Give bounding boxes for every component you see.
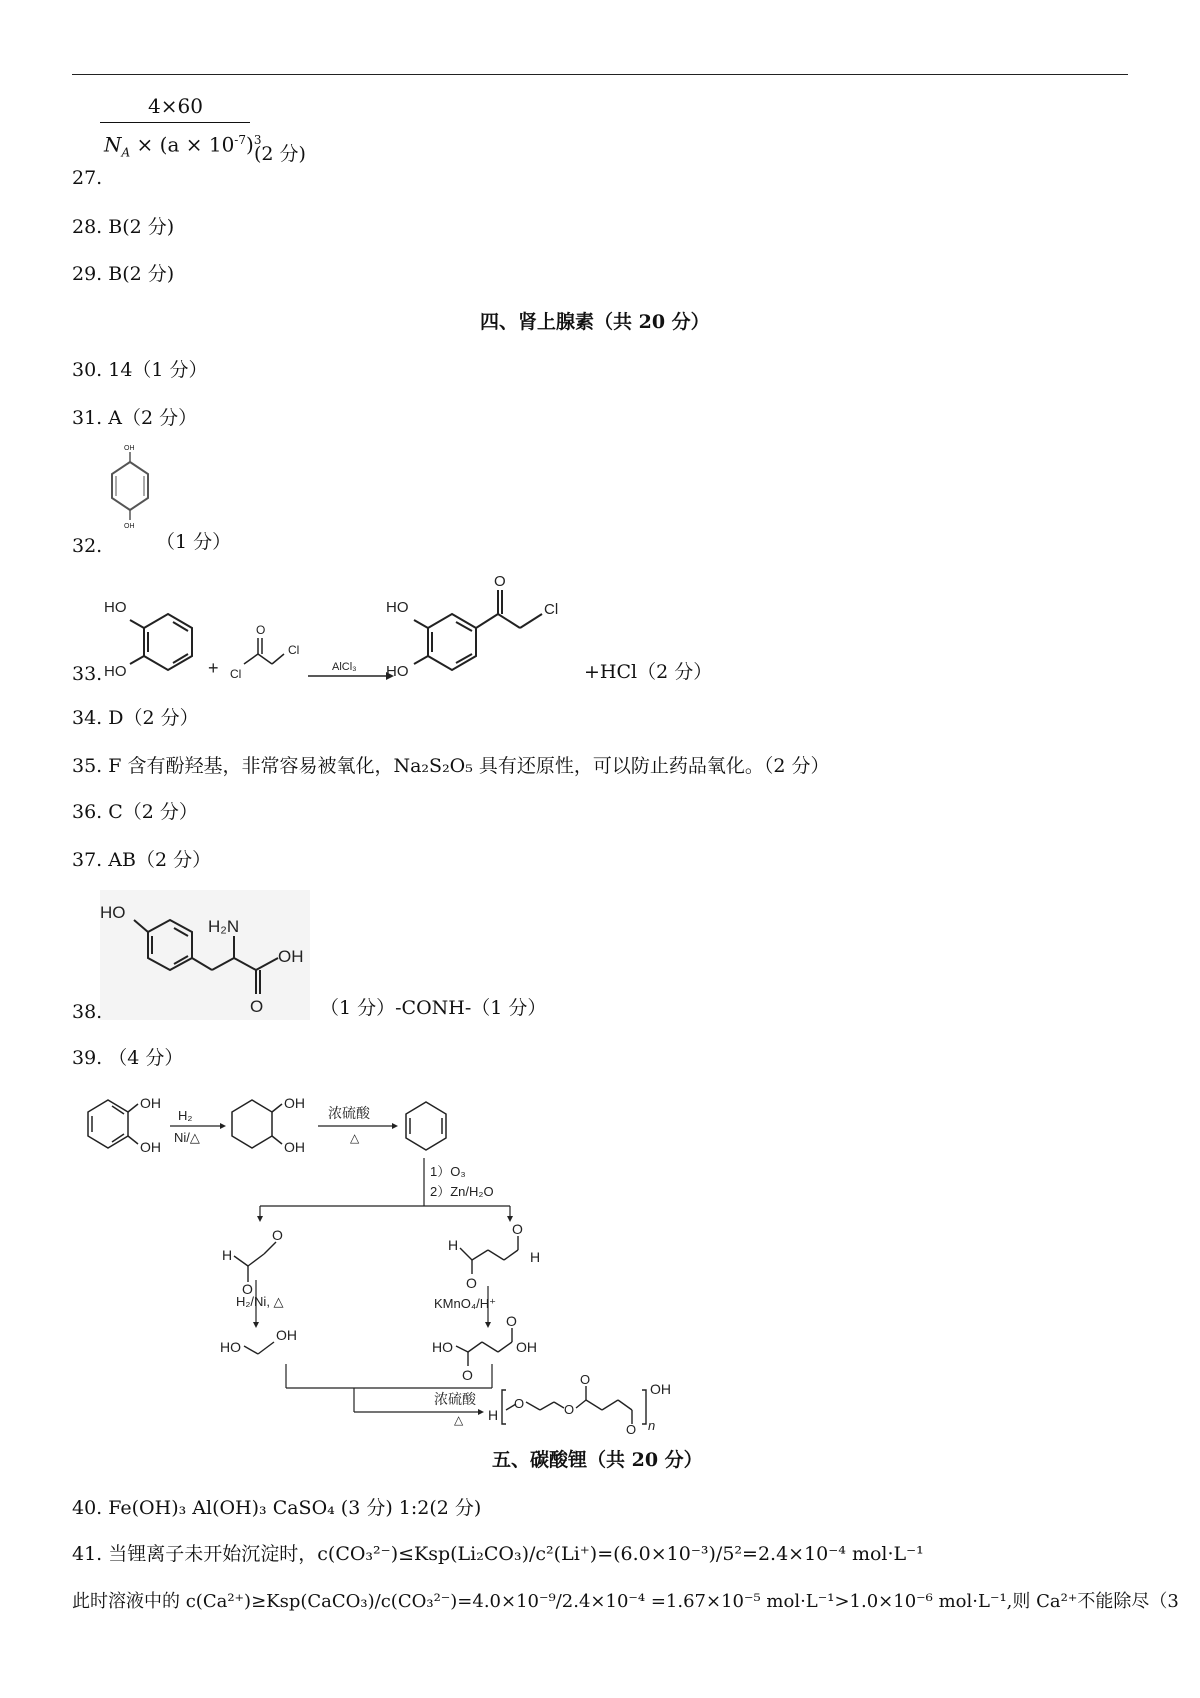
answer-32-score: （1 分）: [156, 531, 232, 553]
h-label: H: [488, 1407, 499, 1423]
answer-41-continued: 此时溶液中的 c(Ca²⁺)≥Ksp(CaCO₃)/c(CO₃²⁻)=4.0×10⁻⁹/2.4×10⁻⁴ =1.67×10⁻⁵ mol·L⁻¹>1.0×10⁻⁶ mol·L⁻¹,则 Ca²⁺不能除尽（3: [72, 1591, 1179, 1612]
h-label: H: [222, 1247, 233, 1263]
denominator-pow: 3: [253, 133, 262, 147]
denominator-exp: -7: [234, 133, 246, 147]
h2-ni-delta-label: H₂/Ni, △: [236, 1294, 284, 1309]
denominator-c: ): [246, 132, 254, 157]
cl-label: Cl: [288, 643, 300, 657]
o-label: O: [580, 1372, 591, 1387]
answer-38-tail: （1 分）-CONH-（1 分）: [320, 997, 547, 1019]
o-label: O: [250, 997, 264, 1016]
plus-sign: +: [208, 658, 219, 678]
h2n-label: H₂N: [208, 917, 240, 936]
oh-label: OH: [276, 1327, 297, 1343]
o-label: O: [466, 1275, 477, 1291]
delta-label: △: [350, 1131, 360, 1145]
o3-label: 1）O₃: [430, 1164, 466, 1179]
ho-label: HO: [104, 663, 127, 680]
answer-29: 29. B(2 分): [72, 263, 175, 285]
oh-label: OH: [124, 445, 135, 452]
answer-33-tail: +HCl（2 分）: [584, 661, 713, 683]
ho-label: HO: [386, 663, 409, 680]
fraction-denominator: [104, 128, 261, 165]
tyrosine-structure: [100, 890, 310, 1020]
conc-h2so4-label: 浓硫酸: [328, 1105, 370, 1121]
o-label: O: [514, 1396, 525, 1411]
o-label: O: [512, 1221, 523, 1237]
o-label: O: [494, 573, 506, 590]
kmno4-label: KMnO₄/H⁺: [434, 1296, 497, 1311]
o-label: O: [242, 1281, 253, 1297]
o-label: O: [462, 1367, 473, 1383]
fraction-score: (2 分): [254, 143, 306, 165]
oh-label: OH: [140, 1095, 161, 1111]
answer-41: [72, 1542, 924, 1566]
n-label: n: [648, 1418, 656, 1433]
fraction-bar: [100, 122, 250, 123]
hydroquinone-structure: [100, 444, 160, 544]
answer-37: 37. AB（2 分）: [72, 849, 212, 871]
o-label: O: [626, 1422, 637, 1437]
answer-30: 30. 14（1 分）: [72, 359, 208, 381]
denominator-na: N: [104, 132, 122, 157]
ho-label: HO: [104, 599, 127, 616]
answer-32-number: 32.: [72, 535, 103, 557]
answer-28: 28. B(2 分): [72, 216, 175, 238]
answer-40: 40. Fe(OH)₃ Al(OH)₃ CaSO₄ (3 分) 1:2(2 分): [72, 1497, 482, 1519]
oh-label: OH: [278, 947, 304, 966]
delta-label: △: [454, 1413, 464, 1427]
answer-33-number: 33.: [72, 663, 103, 685]
answer-39: 39. （4 分）: [72, 1047, 184, 1069]
answer-35: 35. F 含有酚羟基，非常容易被氧化，Na₂S₂O₅ 具有还原性，可以防止药品氧化。（2 分）: [72, 755, 830, 777]
answer-38-number: 38.: [72, 1001, 103, 1023]
denominator-b: × (a × 10: [130, 132, 235, 157]
oh-label: OH: [516, 1339, 537, 1355]
o-label: O: [256, 623, 266, 637]
answer-36: 36. C（2 分）: [72, 801, 198, 823]
o-label: O: [272, 1227, 283, 1243]
oh-label: OH: [124, 523, 135, 530]
answer-41-expression: c(CO₃²⁻)≤Ksp(Li₂CO₃)/c²(Li⁺)=(6.0×10⁻³)/5²=2.4×10⁻⁴ mol·L⁻¹: [317, 1543, 924, 1565]
synthesis-scheme-39: [70, 1090, 710, 1437]
ho-label: HO: [100, 903, 126, 922]
ho-label: HO: [432, 1339, 453, 1355]
header-rule: [72, 74, 1128, 75]
denominator-na-sub: A: [121, 145, 131, 160]
h-label: H: [448, 1237, 459, 1253]
o-label: O: [506, 1313, 517, 1329]
alcl3-label: AlCl₃: [332, 661, 357, 673]
o-label: O: [564, 1402, 575, 1417]
answer-27: 27.: [72, 167, 103, 189]
ho-label: HO: [220, 1339, 241, 1355]
ho-label: HO: [386, 599, 409, 616]
reaction-33: [96, 573, 616, 694]
section-heading-4: 四、肾上腺素（共 20 分）: [480, 311, 710, 333]
answer-34: 34. D（2 分）: [72, 707, 199, 729]
oh-label: OH: [650, 1381, 671, 1397]
conc-h2so4-label: 浓硫酸: [434, 1391, 476, 1407]
fraction-numerator: 4×60: [148, 94, 203, 118]
ni-delta-label: Ni/△: [174, 1130, 200, 1145]
h-label: H: [530, 1249, 541, 1265]
cl-label: Cl: [544, 601, 559, 618]
zn-h2o-label: 2）Zn/H₂O: [430, 1184, 494, 1199]
oh-label: OH: [140, 1139, 161, 1155]
oh-label: OH: [284, 1095, 305, 1111]
cl-label: Cl: [230, 667, 242, 681]
answer-41-prefix: 41. 当锂离子未开始沉淀时，: [72, 1543, 318, 1565]
h2-label: H₂: [178, 1108, 193, 1123]
oh-label: OH: [284, 1139, 305, 1155]
answer-31: 31. A（2 分）: [72, 407, 198, 429]
section-heading-5: 五、碳酸锂（共 20 分）: [492, 1449, 703, 1471]
